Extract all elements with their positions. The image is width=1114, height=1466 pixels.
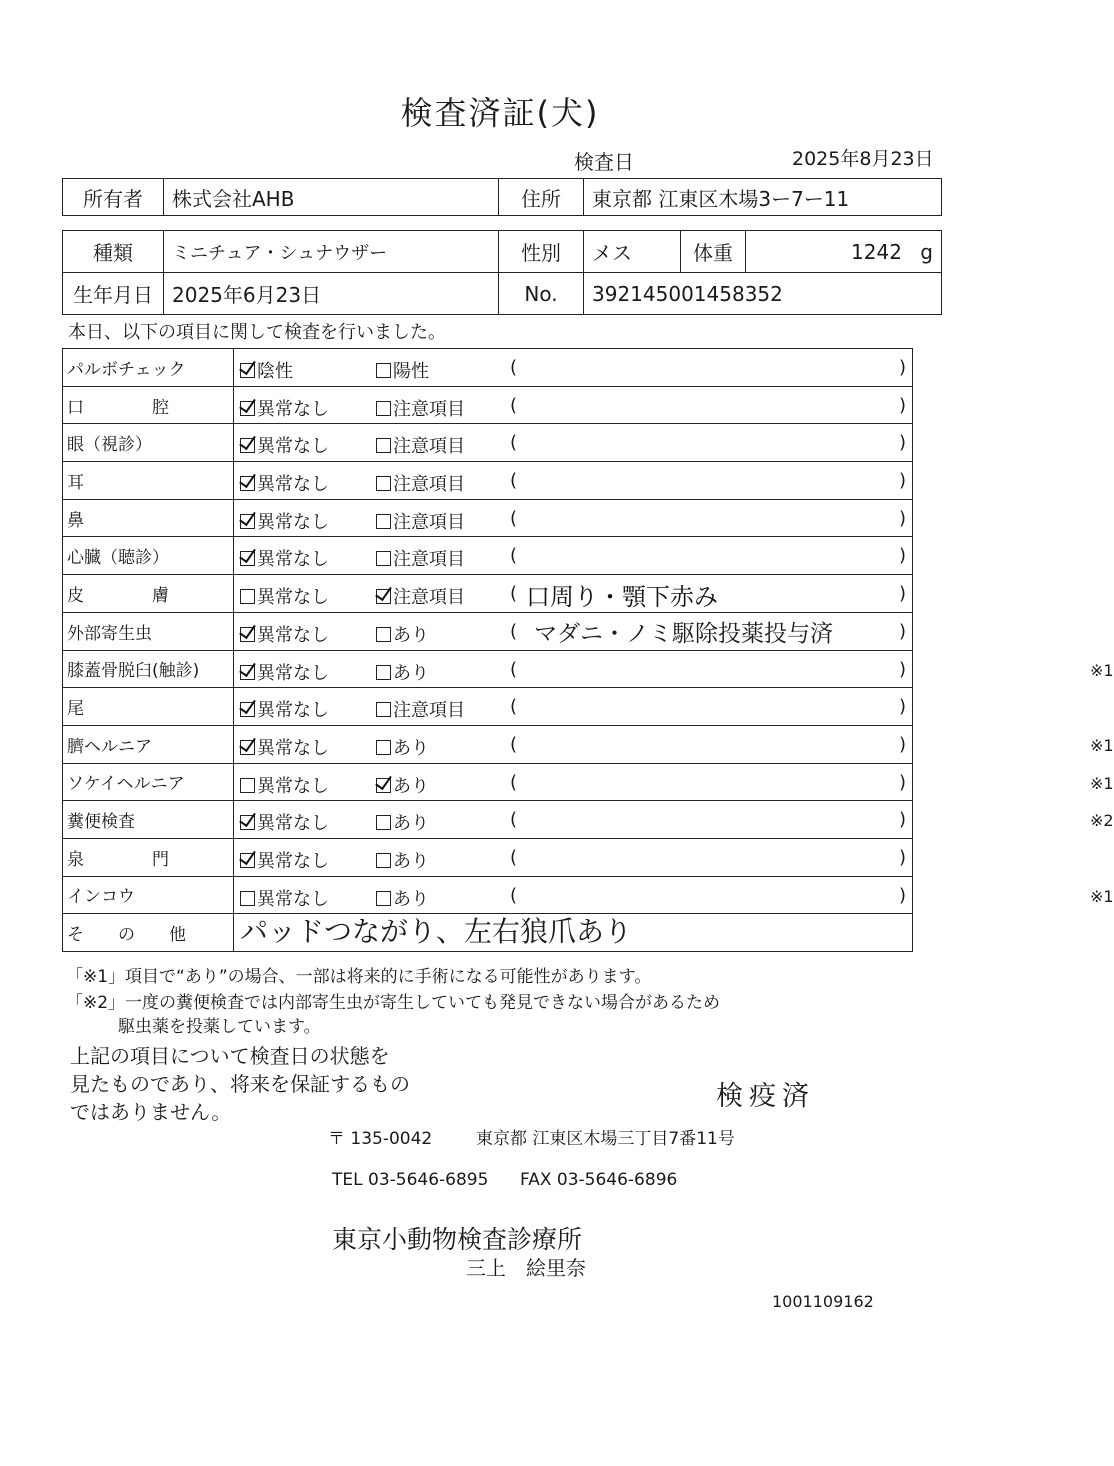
breed-label: 種類 [63,231,164,273]
checkbox-icon[interactable] [240,891,255,906]
check-option[interactable] [376,545,465,571]
checkbox-icon[interactable] [376,740,391,755]
disclaimer-line: ではありません。 [70,1100,232,1124]
check-option[interactable] [240,734,329,760]
check-item-label: 眼（視診） [63,424,234,462]
checked-box-icon[interactable] [376,778,391,793]
paren-close: ) [898,884,906,906]
paren-open: ( [510,357,518,378]
no-label: No. [499,273,584,315]
check-option[interactable] [240,696,329,722]
check-row [63,876,913,914]
address-value: 東京都 江東区木場3ー7ー11 [584,179,942,216]
checkbox-icon[interactable] [376,476,391,491]
paren-close: ) [898,583,906,605]
check-result-cell [234,725,1114,763]
check-option[interactable] [240,659,329,685]
checks-table [62,348,1114,952]
owner-table [62,178,942,216]
check-option[interactable] [376,809,429,835]
check-row [63,349,913,387]
check-option[interactable] [240,470,329,496]
check-row [63,424,913,462]
check-item-label: インコウ [63,876,234,914]
check-option-label: 異常なし [257,813,329,835]
paren-open: ( [510,432,518,454]
check-item-label: 皮 膚 [63,575,234,613]
inspection-date-label: 検査日 [574,150,634,174]
check-note: 口周り・顎下赤み [526,583,718,612]
postal-code: 〒 135-0042 [328,1129,433,1149]
check-option-label: 陰性 [257,361,293,382]
sex-value: メス [584,231,681,273]
check-row [63,650,913,688]
check-option[interactable] [376,395,465,421]
check-option-label: あり [393,775,429,797]
checkbox-icon[interactable] [376,853,391,868]
check-option[interactable] [240,621,329,647]
check-item-label: ソケイヘルニア [63,763,234,801]
check-item-label: 臍ヘルニア [63,725,234,763]
check-row-other [63,914,913,952]
check-option[interactable] [376,583,465,609]
checked-box-icon[interactable] [240,627,255,642]
paren-close: ) [898,658,906,680]
check-option-label: 異常なし [257,549,329,571]
vet-name: 三上 絵里奈 [466,1256,586,1280]
dob-label: 生年月日 [63,273,164,315]
quarantine-stamp: 検疫済 [716,1081,815,1112]
weight-label: 体重 [681,231,746,273]
clinic-fax: FAX 03-5646-6896 [520,1170,678,1190]
intro-text: 本日、以下の項目に関して検査を行いました。 [68,322,446,343]
paren-close: ) [898,733,906,755]
check-option-label: 異常なし [257,775,329,797]
weight-cell [746,231,942,273]
paren-close: ) [898,809,906,831]
clinic-name: 東京小動物検査診療所 [332,1225,583,1254]
check-row [63,462,913,500]
check-result-cell [234,688,913,726]
checkbox-icon[interactable] [376,702,391,717]
paren-open: ( [510,884,518,906]
check-option-label: 異常なし [257,888,329,910]
clinic-address: 東京都 江東区木場三丁目7番11号 [476,1129,735,1149]
check-result-cell [234,838,913,876]
paren-close: ) [898,357,906,378]
checked-box-icon[interactable] [240,702,255,717]
weight-unit: g [920,239,933,264]
check-item-label: パルボチェック [63,349,234,387]
check-option[interactable] [376,508,465,534]
breed-value: ミニチュア・シュナウザー [164,231,499,273]
paren-open: ( [510,545,518,567]
check-item-label: 膝蓋骨脱臼(触診) [63,650,234,688]
footnote-2-cont: 駆虫薬を投薬しています。 [118,1017,321,1037]
checked-box-icon[interactable] [376,589,391,604]
check-row [63,838,913,876]
check-option-label: 異常なし [257,700,329,722]
paren-open: ( [510,771,518,793]
check-result-cell [234,462,913,500]
paren-close: ) [898,846,906,868]
check-option-label: 注意項目 [393,700,465,722]
footnote-marker: ※1 [1090,660,1114,680]
clinic-tel: TEL 03-5646-6895 [332,1170,489,1190]
owner-value: 株式会社AHB [164,179,499,216]
inspection-date: 2025年8月23日 [792,148,934,170]
check-option[interactable] [376,734,429,760]
check-option-label: あり [393,662,429,684]
paren-close: ) [898,470,906,492]
footnote-marker: ※1 [1090,773,1114,793]
check-row [63,499,913,537]
check-option[interactable] [376,696,465,722]
check-option-label: 注意項目 [393,474,465,496]
check-option-label: 注意項目 [393,398,465,420]
check-option[interactable] [240,809,329,835]
owner-label: 所有者 [63,179,164,216]
check-option-label: 注意項目 [393,436,465,458]
check-option-label: 異常なし [257,587,329,609]
check-row [63,575,913,613]
checkbox-icon[interactable] [376,363,391,378]
paren-close: ) [898,432,906,454]
check-option[interactable] [376,772,429,798]
check-result-cell [234,537,913,575]
paren-close: ) [898,696,906,718]
checked-box-icon[interactable] [240,476,255,491]
check-row [63,386,913,424]
paren-open: ( [510,583,518,605]
check-option-label: あり [393,850,429,872]
paren-open: ( [510,809,518,831]
check-item-label: 泉 門 [63,838,234,876]
check-option-label: 異常なし [257,850,329,872]
check-item-label: 心臓（聴診） [63,537,234,575]
checked-box-icon[interactable] [240,815,255,830]
check-item-label: 外部寄生虫 [63,612,234,650]
footnote-2: 「※2」一度の糞便検査では内部寄生虫が寄生していても発見できない場合があるため [66,993,721,1013]
check-option-label: 注意項目 [393,587,465,609]
check-option-label: あり [393,813,429,835]
check-note: マダニ・ノミ駆除投薬投与済 [534,620,833,647]
paren-open: ( [510,620,518,642]
paren-open: ( [510,394,518,416]
check-option[interactable] [240,583,329,609]
address-label: 住所 [499,179,584,216]
check-option[interactable] [376,885,429,911]
check-row [63,725,913,763]
serial-number: 1001109162 [772,1292,874,1311]
check-item-label: 鼻 [63,499,234,537]
check-result-cell [234,575,913,613]
checkbox-icon[interactable] [240,589,255,604]
paren-close: ) [898,620,906,642]
check-row [63,801,913,839]
paren-close: ) [898,394,906,416]
paren-open: ( [510,507,518,529]
checked-box-icon[interactable] [240,665,255,680]
check-option-label: 注意項目 [393,549,465,571]
pet-info-table [62,230,942,315]
checkbox-icon[interactable] [376,514,391,529]
paren-open: ( [510,470,518,492]
check-result-cell [234,801,1114,839]
checkbox-icon[interactable] [376,815,391,830]
check-result-cell [234,424,913,462]
disclaimer-line: 見たものであり、将来を保証するもの [70,1072,410,1096]
paren-open: ( [510,658,518,680]
checkbox-icon[interactable] [376,665,391,680]
check-option-label: あり [393,888,429,910]
sex-label: 性別 [499,231,584,273]
paren-open: ( [510,733,518,755]
check-option[interactable] [240,395,329,421]
check-result-cell [234,763,1114,801]
check-option-label: あり [393,737,429,759]
check-option-label: 異常なし [257,662,329,684]
footnote-marker: ※2 [1090,811,1114,831]
check-option[interactable] [240,885,329,911]
checked-box-icon[interactable] [240,401,255,416]
check-option[interactable] [240,508,329,534]
check-option[interactable] [240,772,329,798]
check-item-label: 耳 [63,462,234,500]
check-option-label: 異常なし [257,737,329,759]
check-option-label: 異常なし [257,436,329,458]
dob-value: 2025年6月23日 [164,273,499,315]
check-option[interactable] [376,470,465,496]
checked-box-icon[interactable] [240,551,255,566]
check-option-label: 異常なし [257,511,329,533]
paren-close: ) [898,771,906,793]
check-result-cell [234,650,1114,688]
check-option[interactable] [376,621,429,647]
checkbox-icon[interactable] [376,627,391,642]
check-result-cell [234,349,913,387]
checked-box-icon[interactable] [240,363,255,378]
check-result-cell [234,612,913,650]
other-cell [234,914,913,952]
other-note: パッドつながり、左右狼爪あり [240,915,633,949]
footnote-marker: ※1 [1090,735,1114,755]
check-row [63,763,913,801]
check-option[interactable] [376,659,429,685]
check-option-label: 異常なし [257,474,329,496]
paren-open: ( [510,846,518,868]
check-option-label: 注意項目 [393,511,465,533]
weight-value: 1242 [851,239,902,264]
check-option[interactable] [240,847,329,873]
footnote-1: 「※1」項目で“あり”の場合、一部は将来的に手術になる可能性があります。 [66,967,652,987]
checkbox-icon[interactable] [376,401,391,416]
other-label: そ の 他 [63,914,234,952]
check-option[interactable] [240,357,293,383]
check-item-label: 口 腔 [63,386,234,424]
paren-open: ( [510,696,518,718]
check-row [63,537,913,575]
check-option-label: 異常なし [257,398,329,420]
no-value: 392145001458352 [584,273,942,315]
checkbox-icon[interactable] [376,551,391,566]
check-result-cell [234,499,913,537]
check-result-cell [234,876,1114,914]
check-row [63,612,913,650]
check-item-label: 尾 [63,688,234,726]
check-option-label: 陽性 [393,361,429,382]
check-option[interactable] [376,432,465,458]
checked-box-icon[interactable] [240,438,255,453]
footnote-marker: ※1 [1090,886,1114,906]
document-title: 検査済証(犬) [400,94,600,132]
check-option[interactable] [376,357,429,383]
disclaimer-line: 上記の項目について検査日の状態を [70,1044,390,1068]
check-option[interactable] [240,432,329,458]
check-item-label: 糞便検査 [63,801,234,839]
paren-close: ) [898,545,906,567]
checkbox-icon[interactable] [376,438,391,453]
checked-box-icon[interactable] [240,740,255,755]
check-result-cell [234,386,913,424]
checkbox-icon[interactable] [240,778,255,793]
check-option[interactable] [240,545,329,571]
checkbox-icon[interactable] [376,891,391,906]
checked-box-icon[interactable] [240,853,255,868]
paren-close: ) [898,507,906,529]
disclaimer [70,1042,410,1126]
check-option[interactable] [376,847,429,873]
check-option-label: 異常なし [257,624,329,646]
check-option-label: あり [393,624,429,646]
check-row [63,688,913,726]
checked-box-icon[interactable] [240,514,255,529]
